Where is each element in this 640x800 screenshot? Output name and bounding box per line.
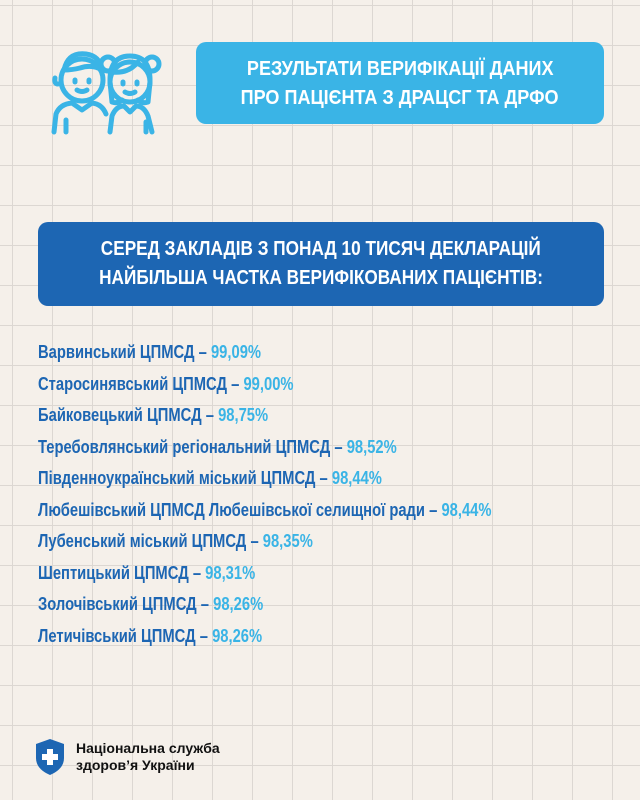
ranking-item — [38, 594, 514, 626]
percentage-value: 98,44% — [441, 499, 492, 520]
ranking-item — [38, 437, 514, 469]
separator: – — [205, 405, 214, 425]
separator: – — [200, 594, 210, 614]
nszu-shield-icon — [34, 738, 66, 776]
ranking-item — [38, 626, 514, 658]
facility-name: Любешівський ЦПМСД Любешівської селищної ради — [38, 499, 426, 520]
facility-name: Варвинський ЦПМСД — [38, 342, 195, 362]
facility-name: Байковецький ЦПМСД — [38, 405, 202, 425]
logo-line-1: Національна служба — [76, 740, 220, 756]
percentage-value: 98,75% — [218, 405, 269, 425]
percentage-value: 98,31% — [205, 562, 256, 583]
ranking-item — [38, 531, 514, 563]
ranking-list — [38, 342, 618, 657]
separator: – — [250, 531, 259, 551]
facility-name: Південноукраїнський міський ЦПМСД — [38, 468, 316, 488]
logo-text — [76, 740, 220, 774]
separator: – — [429, 499, 438, 520]
percentage-value: 98,26% — [213, 594, 264, 614]
ranking-item — [38, 405, 514, 437]
percentage-value: 98,52% — [346, 436, 397, 457]
separator: – — [334, 436, 343, 457]
children-icon — [42, 40, 170, 136]
subtitle-line-1: СЕРЕД ЗАКЛАДІВ З ПОНАД 10 ТИСЯЧ ДЕКЛАРАЦІЙ — [101, 238, 541, 260]
separator: – — [198, 342, 207, 362]
ranking-item — [38, 342, 514, 374]
title-banner — [196, 42, 604, 124]
separator: – — [192, 562, 202, 583]
ranking-item — [38, 468, 514, 500]
separator: – — [199, 625, 208, 646]
percentage-value: 98,44% — [331, 468, 382, 488]
facility-name: Летичівський ЦПМСД — [38, 625, 196, 646]
facility-name: Шептицький ЦПМСД — [38, 562, 189, 583]
separator: – — [231, 373, 240, 394]
percentage-value: 98,35% — [262, 531, 313, 551]
logo-line-2: здоров’я України — [76, 757, 195, 773]
percentage-value: 98,26% — [212, 625, 263, 646]
separator: – — [319, 468, 328, 488]
facility-name: Теребовлянський регіональний ЦПМСД — [38, 436, 331, 457]
facility-name: Золочівський ЦПМСД — [38, 594, 197, 614]
percentage-value: 99,09% — [210, 342, 262, 362]
title-line-1: РЕЗУЛЬТАТИ ВЕРИФІКАЦІЇ ДАНИХ — [246, 57, 554, 80]
nszu-logo[interactable] — [34, 738, 220, 776]
percentage-value: 99,00% — [243, 373, 294, 394]
title-line-2: ПРО ПАЦІЄНТА З ДРАЦСГ ТА ДРФО — [241, 86, 559, 109]
subtitle-banner — [38, 222, 604, 306]
ranking-item — [38, 563, 514, 595]
subtitle-line-2: НАЙБІЛЬША ЧАСТКА ВЕРИФІКОВАНИХ ПАЦІЄНТІВ: — [99, 267, 543, 289]
facility-name: Лубенський міський ЦПМСД — [38, 531, 247, 551]
ranking-item — [38, 500, 514, 532]
facility-name: Старосинявський ЦПМСД — [38, 373, 228, 394]
ranking-item — [38, 374, 514, 406]
